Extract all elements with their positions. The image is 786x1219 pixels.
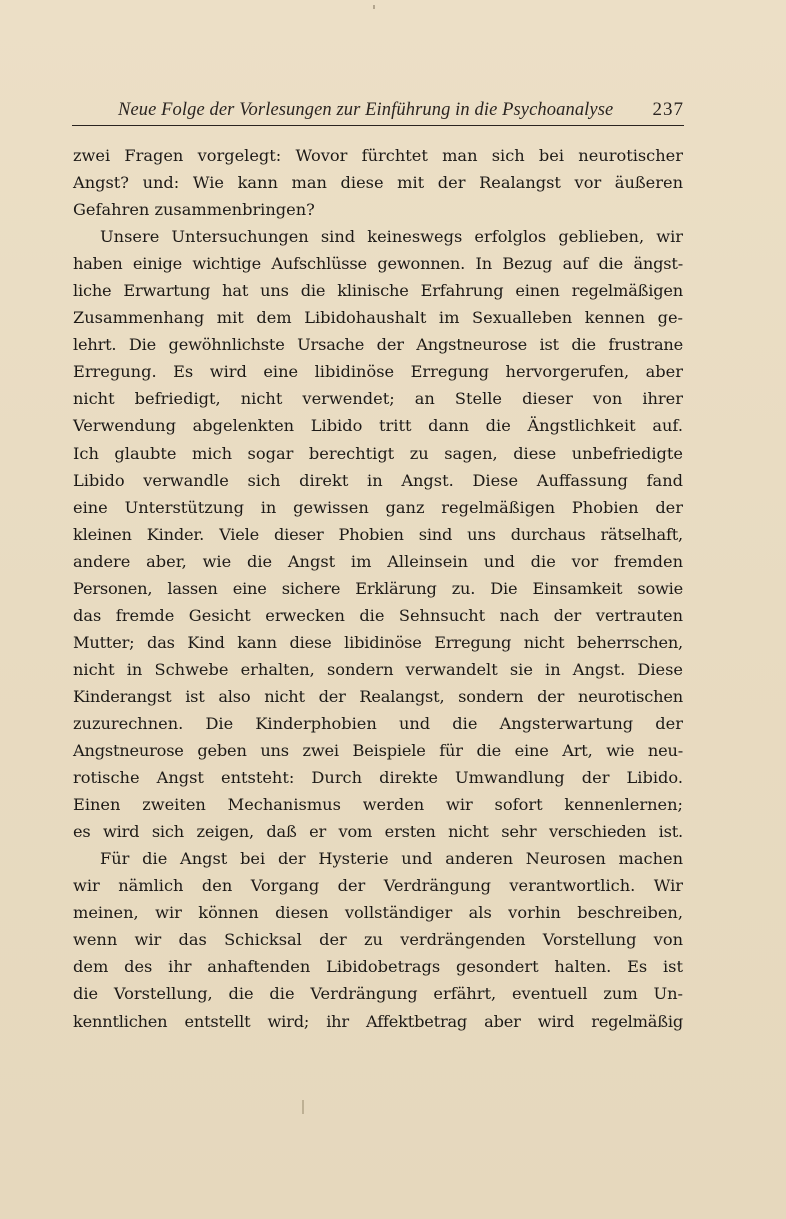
header-rule <box>72 125 684 126</box>
paper-mark <box>302 1100 304 1114</box>
text-line: lehrt. Die gewöhnlichste Ursache der Angstneurose ist die frustrane <box>73 335 683 355</box>
text-line: zwei Fragen vorgelegt: Wovor fürchtet man sich bei neurotischer <box>73 146 683 165</box>
text-line: Angst? und: Wie kann man diese mit der Realangst vor äußeren <box>73 173 683 193</box>
text-line: haben einige wichtige Aufschlüsse gewonnen. In Bezug auf die ängst- <box>73 254 683 274</box>
text-line: Mutter; das Kind kann diese libidinöse Erregung nicht beherrschen, <box>73 632 683 652</box>
text-line: Angstneurose geben uns zwei Beispiele für die eine Art, wie neu- <box>73 741 683 761</box>
text-line: wir nämlich den Vorgang der Verdrängung verantwortlich. Wir <box>73 876 683 896</box>
text-line: kenntlichen entstellt wird; ihr Affektbetrag aber wird regelmäßig <box>73 1011 683 1031</box>
text-line: kleinen Kinder. Viele dieser Phobien sind uns durchaus rätselhaft, <box>73 524 683 544</box>
text-line: liche Erwartung hat uns die klinische Erfahrung einen regelmäßigen <box>73 281 683 301</box>
text-line: die Vorstellung, die die Verdrängung erfährt, eventuell zum Un- <box>73 984 683 1004</box>
running-header <box>118 99 684 121</box>
paper-mark <box>373 5 375 9</box>
text-line: Einen zweiten Mechanismus werden wir sofort kennenlernen; <box>73 795 683 815</box>
text-line: nicht in Schwebe erhalten, sondern verwandelt sie in Angst. Diese <box>73 659 683 679</box>
text-line: Unsere Untersuchungen sind keineswegs erfolglos geblieben, wir <box>100 227 683 247</box>
text-line: Kinderangst ist also nicht der Realangst, sondern der neurotischen <box>73 686 683 706</box>
text-line: Zusammenhang mit dem Libidohaushalt im Sexualleben kennen ge- <box>73 308 683 328</box>
text-line: eine Unterstützung in gewissen ganz regelmäßigen Phobien der <box>73 497 683 517</box>
text-line: andere aber, wie die Angst im Alleinsein und die vor fremden <box>73 551 683 571</box>
text-line: nicht befriedigt, nicht verwendet; an Stelle dieser von ihrer <box>73 389 683 409</box>
text-line: Für die Angst bei der Hysterie und anderen Neurosen machen <box>100 849 683 869</box>
text-line: Ich glaubte mich sogar berechtigt zu sagen, diese unbefriedigte <box>73 443 683 463</box>
text-line: Gefahren zusammenbringen? <box>73 200 315 220</box>
text-line: Erregung. Es wird eine libidinöse Erregung hervorgerufen, aber <box>73 362 683 382</box>
text-line: meinen, wir können diesen vollständiger als vorhin beschreiben, <box>73 903 683 923</box>
text-line: Verwendung abgelenkten Libido tritt dann die Ängstlichkeit auf. <box>73 416 683 436</box>
text-line: Personen, lassen eine sichere Erklärung zu. Die Einsamkeit sowie <box>73 578 683 598</box>
text-line: dem des ihr anhaftenden Libidobetrags gesondert halten. Es ist <box>73 957 683 977</box>
text-line: es wird sich zeigen, daß er vom ersten nicht sehr verschieden ist. <box>73 822 683 842</box>
text-line: rotische Angst entsteht: Durch direkte Umwandlung der Libido. <box>73 768 683 788</box>
text-line: das fremde Gesicht erwecken die Sehnsucht nach der vertrauten <box>73 605 683 625</box>
text-line: zuzurechnen. Die Kinderphobien und die Angsterwartung der <box>73 713 683 733</box>
page-number: 237 <box>652 99 684 120</box>
text-line: Libido verwandle sich direkt in Angst. Diese Auffassung fand <box>73 470 683 490</box>
text-line: wenn wir das Schicksal der zu verdrängenden Vorstellung von <box>73 930 683 950</box>
running-title: Neue Folge der Vorlesungen zur Einführung in die Psychoanalyse <box>118 100 614 120</box>
body-text <box>73 142 683 1035</box>
